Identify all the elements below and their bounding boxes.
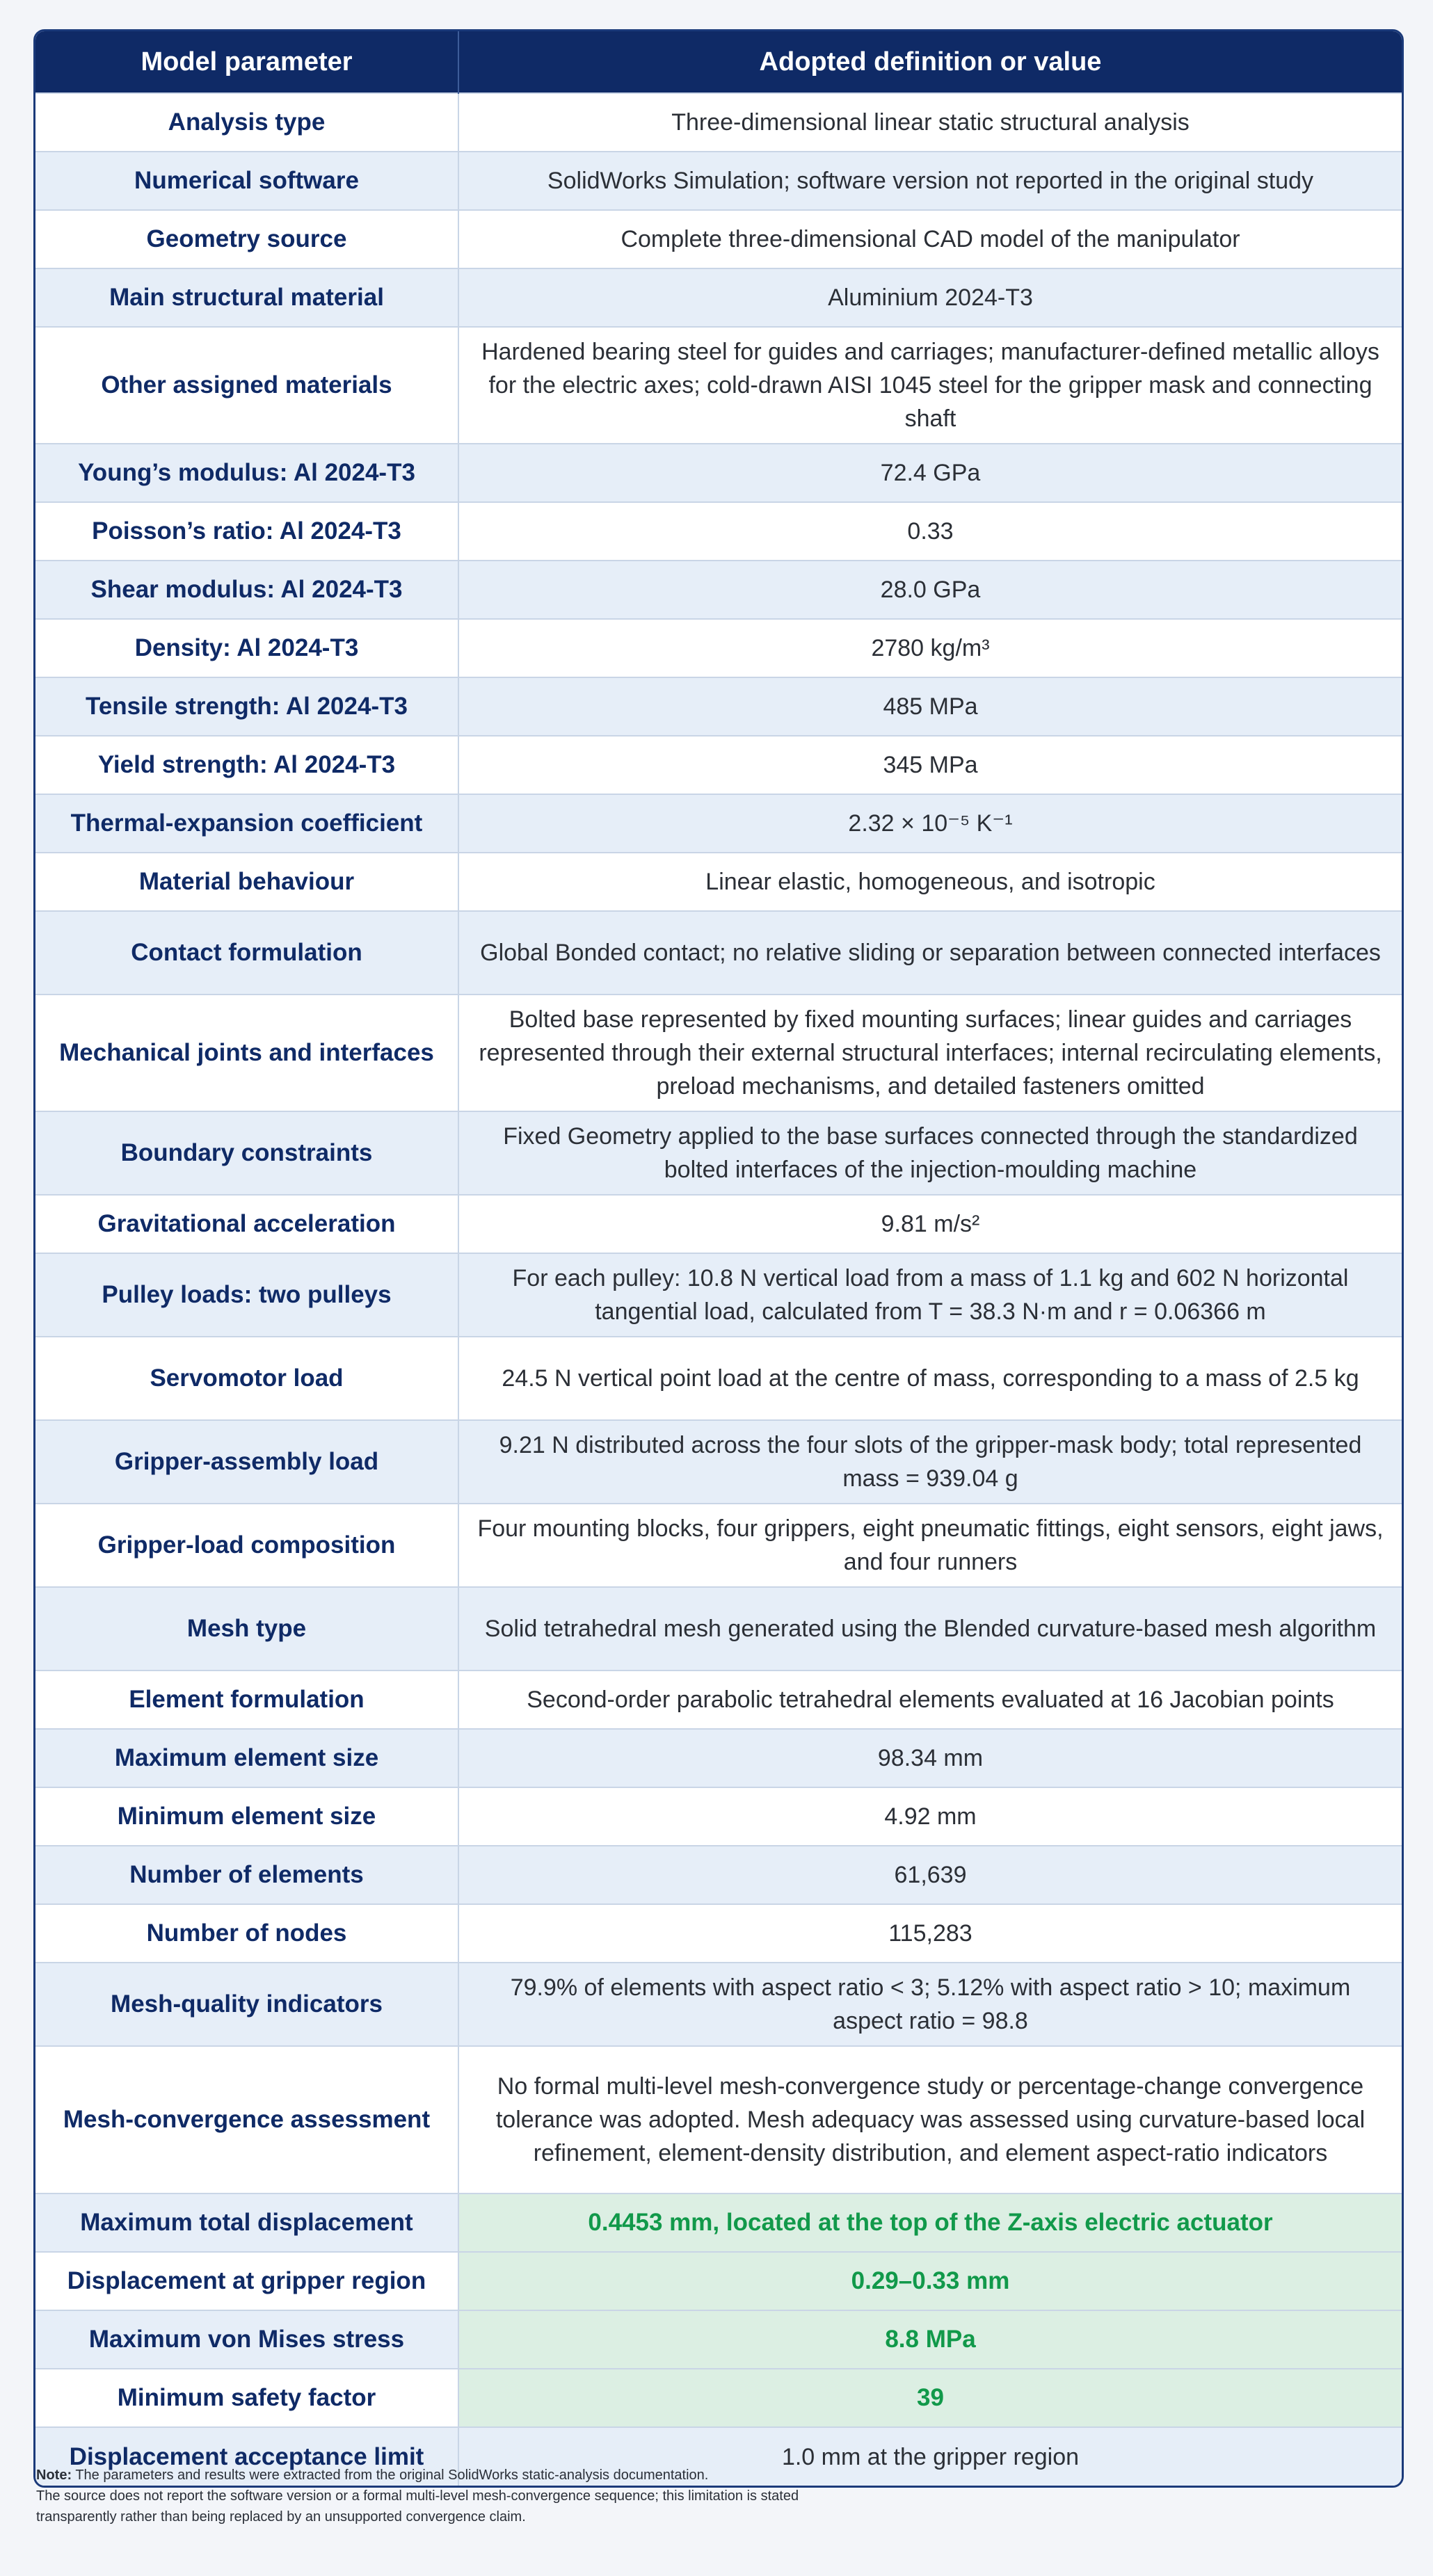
- value-cell: 98.34 mm: [458, 1729, 1402, 1787]
- table-row: [35, 619, 1402, 677]
- parameter-cell: Mesh-convergence assessment: [35, 2046, 458, 2193]
- parameters-table-container: [33, 29, 1404, 2488]
- table-row: [35, 1337, 1402, 1420]
- value-cell: 345 MPa: [458, 736, 1402, 794]
- header-adopted-value: Adopted definition or value: [458, 31, 1402, 93]
- table-row: [35, 1787, 1402, 1846]
- value-cell: Linear elastic, homogeneous, and isotropic: [458, 853, 1402, 911]
- table-row: [35, 1111, 1402, 1195]
- parameter-cell: Servomotor load: [35, 1337, 458, 1420]
- parameter-cell: Main structural material: [35, 268, 458, 327]
- result-value-cell: 0.29–0.33 mm: [458, 2252, 1402, 2310]
- table-row: [35, 1253, 1402, 1337]
- table-row: [35, 502, 1402, 561]
- value-cell: 0.33: [458, 502, 1402, 561]
- table-header-row: [35, 31, 1402, 93]
- parameter-cell: Mesh type: [35, 1587, 458, 1671]
- value-cell: 72.4 GPa: [458, 444, 1402, 502]
- parameter-cell: Material behaviour: [35, 853, 458, 911]
- value-cell: 485 MPa: [458, 677, 1402, 736]
- parameter-cell: Shear modulus: Al 2024-T3: [35, 561, 458, 619]
- table-row: [35, 1420, 1402, 1504]
- model-parameters-table: [35, 31, 1402, 2486]
- parameter-cell: Other assigned materials: [35, 327, 458, 444]
- value-cell: Second-order parabolic tetrahedral elements evaluated at 16 Jacobian points: [458, 1671, 1402, 1729]
- table-row: [35, 911, 1402, 995]
- table-row: [35, 2193, 1402, 2252]
- value-cell: No formal multi-level mesh-convergence study or percentage-change convergence tolerance was adopted. Mesh adequacy was assessed using curvature-based local refinement, element-density distribution, and element aspect-ratio indicators: [458, 2046, 1402, 2193]
- value-cell: 79.9% of elements with aspect ratio < 3; 5.12% with aspect ratio > 10; maximum aspect ratio = 98.8: [458, 1963, 1402, 2046]
- parameter-cell: Yield strength: Al 2024-T3: [35, 736, 458, 794]
- parameter-cell: Gripper-load composition: [35, 1504, 458, 1587]
- parameter-cell: Young’s modulus: Al 2024-T3: [35, 444, 458, 502]
- parameter-cell: Analysis type: [35, 93, 458, 152]
- parameter-cell: Density: Al 2024-T3: [35, 619, 458, 677]
- value-cell: 9.21 N distributed across the four slots of the gripper-mask body; total represented mass = 939.04 g: [458, 1420, 1402, 1504]
- value-cell: 9.81 m/s²: [458, 1195, 1402, 1253]
- parameter-cell: Gripper-assembly load: [35, 1420, 458, 1504]
- value-cell: Bolted base represented by fixed mounting surfaces; linear guides and carriages represented through their external structural interfaces; internal recirculating elements, preload mechanisms, and detailed fasteners omitted: [458, 995, 1402, 1111]
- value-cell: SolidWorks Simulation; software version not reported in the original study: [458, 152, 1402, 210]
- table-row: [35, 1671, 1402, 1729]
- parameter-cell: Pulley loads: two pulleys: [35, 1253, 458, 1337]
- value-cell: 2780 kg/m³: [458, 619, 1402, 677]
- value-cell: 4.92 mm: [458, 1787, 1402, 1846]
- table-row: [35, 1195, 1402, 1253]
- value-cell: Solid tetrahedral mesh generated using the Blended curvature-based mesh algorithm: [458, 1587, 1402, 1671]
- table-row: [35, 210, 1402, 268]
- value-cell: For each pulley: 10.8 N vertical load from a mass of 1.1 kg and 602 N horizontal tangential load, calculated from T = 38.3 N·m and r = 0.06366 m: [458, 1253, 1402, 1337]
- parameter-cell: Poisson’s ratio: Al 2024-T3: [35, 502, 458, 561]
- result-value-cell: 8.8 MPa: [458, 2310, 1402, 2369]
- note-line-1: [36, 2465, 1358, 2486]
- table-row: [35, 2310, 1402, 2369]
- table-row: [35, 327, 1402, 444]
- result-value-cell: 0.4453 mm, located at the top of the Z-axis electric actuator: [458, 2193, 1402, 2252]
- parameter-cell: Thermal-expansion coefficient: [35, 794, 458, 853]
- value-cell: Global Bonded contact; no relative sliding or separation between connected interfaces: [458, 911, 1402, 995]
- parameter-cell: Displacement at gripper region: [35, 2252, 458, 2310]
- header-model-parameter: Model parameter: [35, 31, 458, 93]
- value-cell: 1.0 mm at the gripper region: [458, 2427, 1402, 2486]
- note-text-1: The parameters and results were extracted from the original SolidWorks static-analysis documentation.: [75, 2468, 709, 2483]
- table-row: [35, 1904, 1402, 1963]
- table-row: [35, 1729, 1402, 1787]
- parameter-cell: Numerical software: [35, 152, 458, 210]
- value-cell: 24.5 N vertical point load at the centre of mass, corresponding to a mass of 2.5 kg: [458, 1337, 1402, 1420]
- parameter-cell: Minimum element size: [35, 1787, 458, 1846]
- note-line-2: The source does not report the software version or a formal multi-level mesh-convergence sequence; this limitation is stated: [36, 2488, 799, 2504]
- table-row: [35, 1846, 1402, 1904]
- parameter-cell: Geometry source: [35, 210, 458, 268]
- table-row: [35, 677, 1402, 736]
- value-cell: Hardened bearing steel for guides and carriages; manufacturer-defined metallic alloys for the electric axes; cold-drawn AISI 1045 steel for the gripper mask and connecting shaft: [458, 327, 1402, 444]
- table-row: [35, 93, 1402, 152]
- table-row: [35, 561, 1402, 619]
- note-line-3: transparently rather than being replaced by an unsupported convergence claim.: [36, 2509, 526, 2525]
- value-cell: 61,639: [458, 1846, 1402, 1904]
- parameter-cell: Minimum safety factor: [35, 2369, 458, 2427]
- table-row: [35, 2252, 1402, 2310]
- parameter-cell: Mesh-quality indicators: [35, 1963, 458, 2046]
- table-row: [35, 853, 1402, 911]
- table-row: [35, 1587, 1402, 1671]
- result-value-cell: 39: [458, 2369, 1402, 2427]
- table-note: [36, 2465, 1358, 2527]
- parameter-cell: Maximum total displacement: [35, 2193, 458, 2252]
- table-row: [35, 2369, 1402, 2427]
- table-row: [35, 2046, 1402, 2193]
- parameter-cell: Number of nodes: [35, 1904, 458, 1963]
- value-cell: Four mounting blocks, four grippers, eight pneumatic fittings, eight sensors, eight jaws, and four runners: [458, 1504, 1402, 1587]
- value-cell: Aluminium 2024-T3: [458, 268, 1402, 327]
- parameter-cell: Maximum element size: [35, 1729, 458, 1787]
- table-body: [35, 93, 1402, 2486]
- value-cell: 115,283: [458, 1904, 1402, 1963]
- value-cell: 2.32 × 10⁻⁵ K⁻¹: [458, 794, 1402, 853]
- parameter-cell: Gravitational acceleration: [35, 1195, 458, 1253]
- parameter-cell: Displacement acceptance limit: [35, 2427, 458, 2486]
- table-row: [35, 736, 1402, 794]
- table-row: [35, 794, 1402, 853]
- table-row: [35, 1963, 1402, 2046]
- parameter-cell: Contact formulation: [35, 911, 458, 995]
- parameter-cell: Element formulation: [35, 1671, 458, 1729]
- parameter-cell: Mechanical joints and interfaces: [35, 995, 458, 1111]
- parameter-cell: Maximum von Mises stress: [35, 2310, 458, 2369]
- note-label: Note:: [36, 2468, 72, 2483]
- table-row: [35, 1504, 1402, 1587]
- table-row: [35, 268, 1402, 327]
- parameter-cell: Boundary constraints: [35, 1111, 458, 1195]
- value-cell: 28.0 GPa: [458, 561, 1402, 619]
- parameter-cell: Number of elements: [35, 1846, 458, 1904]
- value-cell: Complete three-dimensional CAD model of the manipulator: [458, 210, 1402, 268]
- parameter-cell: Tensile strength: Al 2024-T3: [35, 677, 458, 736]
- value-cell: Fixed Geometry applied to the base surfaces connected through the standardized bolted interfaces of the injection-moulding machine: [458, 1111, 1402, 1195]
- value-cell: Three-dimensional linear static structural analysis: [458, 93, 1402, 152]
- table-row: [35, 152, 1402, 210]
- table-row: [35, 995, 1402, 1111]
- table-row: [35, 444, 1402, 502]
